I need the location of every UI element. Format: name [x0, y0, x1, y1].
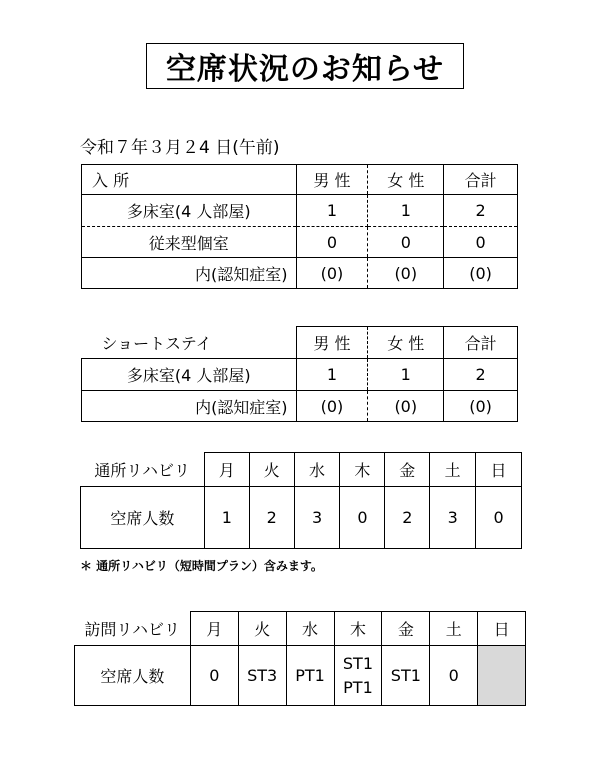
- row-label: 従来型個室: [82, 227, 297, 258]
- cell-male: (0): [296, 258, 368, 289]
- header-male: 男 性: [296, 165, 368, 195]
- row-label: 多床室(4 人部屋): [82, 359, 297, 391]
- day-value-stacked: [334, 646, 382, 706]
- day-value: 0: [190, 646, 238, 706]
- row-label: 空席人数: [81, 487, 205, 549]
- day-value: 2: [385, 487, 430, 549]
- header-female: 女 性: [368, 165, 444, 195]
- cell-total: 2: [444, 195, 518, 227]
- homon-table: [74, 611, 526, 706]
- day-header: 月: [190, 612, 238, 646]
- page-title: 空席状況のお知らせ: [146, 43, 464, 89]
- cell-female: 1: [368, 359, 444, 391]
- row-label: 内(認知症室): [82, 391, 297, 422]
- cell-male: 1: [296, 359, 368, 391]
- day-value: 3: [294, 487, 340, 549]
- day-value: PT1: [343, 677, 373, 697]
- day-value: ST3: [238, 646, 286, 706]
- header-female: 女 性: [368, 327, 444, 359]
- shortstay-label: ショートステイ: [101, 333, 212, 353]
- day-header: 木: [340, 453, 385, 487]
- cell-male: 1: [296, 195, 368, 227]
- nyusho-label: 入 所: [82, 165, 297, 195]
- day-header: 土: [430, 612, 478, 646]
- day-header: 日: [478, 612, 526, 646]
- day-value: 3: [430, 487, 476, 549]
- cell-female: (0): [368, 258, 444, 289]
- day-header: 水: [286, 612, 334, 646]
- day-value: 2: [249, 487, 294, 549]
- day-header: 月: [204, 453, 249, 487]
- cell-total: 0: [444, 227, 518, 258]
- cell-female: 1: [368, 195, 444, 227]
- day-header: 土: [430, 453, 476, 487]
- cell-female: 0: [368, 227, 444, 258]
- empty-cell: [478, 646, 526, 706]
- cell-total: (0): [444, 391, 518, 422]
- day-value: ST1: [382, 646, 430, 706]
- day-header: 金: [382, 612, 430, 646]
- shortstay-table: [81, 326, 518, 422]
- row-label: 多床室(4 人部屋): [82, 195, 297, 227]
- day-header: 水: [294, 453, 340, 487]
- cell-male: (0): [296, 391, 368, 422]
- tsusho-label: 通所リハビリ: [94, 460, 190, 480]
- footnote: ＊ 通所リハビリ（短時間プラン）含みます。: [80, 559, 323, 573]
- header-male: 男 性: [296, 327, 368, 359]
- day-value: 0: [340, 487, 385, 549]
- day-value: 0: [430, 646, 478, 706]
- cell-total: 2: [444, 359, 518, 391]
- day-value: 1: [204, 487, 249, 549]
- row-label: 空席人数: [75, 646, 191, 706]
- header-total: 合計: [444, 327, 518, 359]
- nyusho-table: [81, 164, 518, 289]
- tsusho-table: [80, 452, 522, 549]
- day-value: 0: [476, 487, 522, 549]
- day-value: ST1: [342, 653, 373, 673]
- day-value: PT1: [286, 646, 334, 706]
- day-header: 金: [385, 453, 430, 487]
- day-header: 木: [334, 612, 382, 646]
- header-total: 合計: [444, 165, 518, 195]
- homon-label: 訪問リハビリ: [84, 619, 180, 639]
- cell-female: (0): [368, 391, 444, 422]
- report-date: 令和７年３月２4 日(午前): [80, 138, 280, 158]
- day-header: 火: [238, 612, 286, 646]
- cell-total: (0): [444, 258, 518, 289]
- day-header: 日: [476, 453, 522, 487]
- cell-male: 0: [296, 227, 368, 258]
- row-label: 内(認知症室): [82, 258, 297, 289]
- day-header: 火: [249, 453, 294, 487]
